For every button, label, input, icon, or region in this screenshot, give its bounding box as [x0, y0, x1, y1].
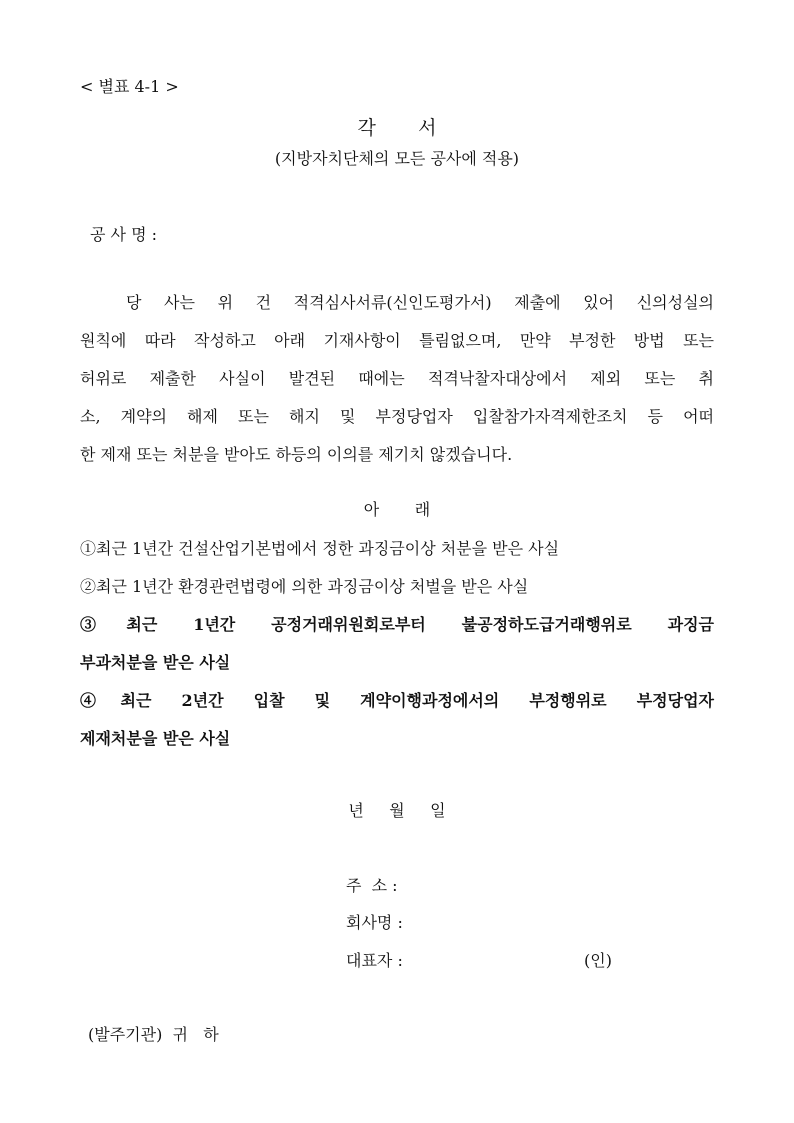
disclosure-item-1 — [80, 538, 714, 576]
pledge-line: 원칙에 따라 작성하고 아래 기재사항이 틀림없으며, 만약 부정한 방법 또는 — [80, 331, 714, 350]
item-line: ④최근 2년간 입찰 및 계약이행과정에서의 부정행위로 부정당업자 — [80, 691, 714, 710]
item-line: 제재처분을 받은 사실 — [80, 729, 231, 748]
representative-label: 대표자 : — [346, 951, 403, 970]
pledge-line: 허위로 제출한 사실이 발견된 때에는 적격낙찰자대상에서 제외 또는 취 — [80, 369, 714, 388]
pledge-paragraph — [80, 292, 714, 482]
project-name-label: 공 사 명 : — [90, 225, 158, 244]
form-number: < 별표 4-1 > — [80, 77, 179, 96]
item-line: ②최근 1년간 환경관련법령에 의한 과징금이상 처벌을 받은 사실 — [80, 577, 529, 596]
item-line: ①최근 1년간 건설산업기본법에서 정한 과징금이상 처분을 받은 사실 — [80, 539, 560, 558]
address-label: 주 소 : — [346, 876, 398, 895]
pledge-line: 소, 계약의 해제 또는 해지 및 부정당업자 입찰참가자격제한조치 등 어떠 — [80, 407, 714, 426]
seal-mark: (인) — [584, 951, 612, 970]
disclosure-item-2 — [80, 576, 714, 614]
item-line: 부과처분을 받은 사실 — [80, 653, 231, 672]
pledge-line: 당 사는 위 건 적격심사서류(신인도평가서) 제출에 있어 신의성실의 — [126, 293, 714, 312]
date-line: 년 월 일 — [348, 801, 446, 820]
disclosure-item-4 — [80, 690, 714, 766]
document-title: 각 서 — [357, 117, 437, 139]
pledge-line: 한 제재 또는 처분을 받아도 하등의 이의를 제기치 않겠습니다. — [80, 445, 513, 464]
disclosure-item-3 — [80, 614, 714, 690]
below-heading: 아 래 — [363, 500, 431, 519]
addressee: (발주기관) 귀 하 — [88, 1025, 219, 1044]
document-subtitle: (지방자치단체의 모든 공사에 적용) — [274, 149, 520, 168]
company-name-label: 회사명 : — [346, 913, 403, 932]
item-line: ③최근 1년간 공정거래위원회로부터 불공정하도급거래행위로 과징금 — [80, 615, 714, 634]
